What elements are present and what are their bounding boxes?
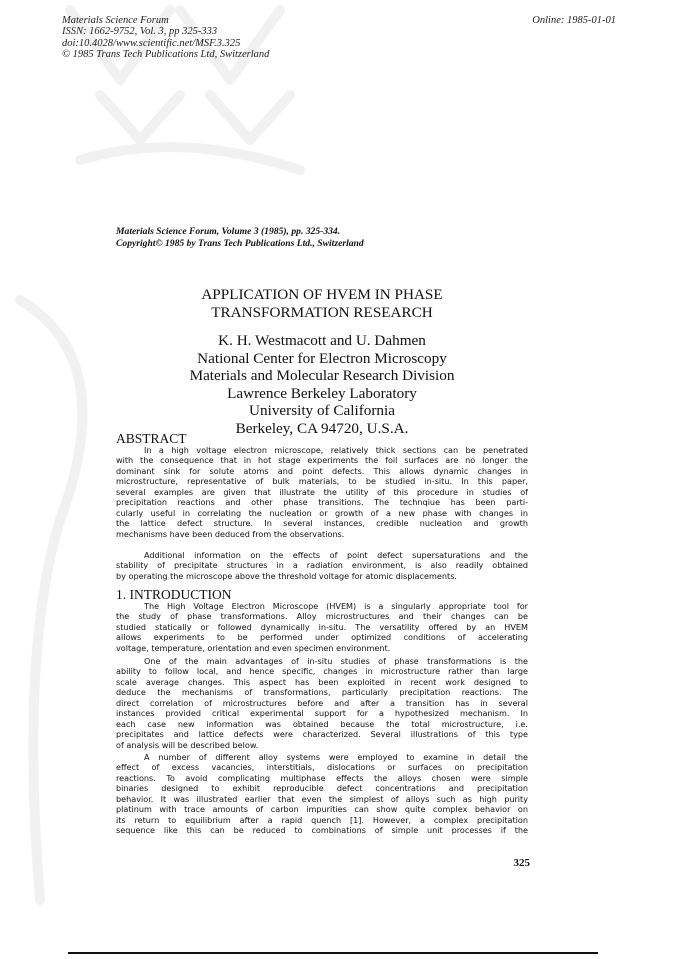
abstract-heading: ABSTRACT (116, 431, 187, 446)
text-line: each case new information was obtained because the total microstructure, i.e. (116, 718, 528, 729)
text-line: mechanisms have been deduced from the observations. (116, 528, 345, 539)
text-line: direct correlation of microstructures before and after a transition has in several (116, 697, 528, 708)
journal-name: Materials Science Forum (62, 15, 169, 26)
citation-block (116, 226, 528, 250)
text-line: precipitates and lattice defects were characterized. Several illustrations of this type (116, 729, 528, 740)
title-line: APPLICATION OF HVEM IN PHASE (201, 286, 443, 303)
text-line: stability of precipitate structures in a radiation environment, is also readily obtained (116, 560, 528, 571)
paper-title (116, 286, 528, 321)
abstract-paragraph (116, 445, 528, 539)
text-line: cularly useful in correlating the nucleation or growth of a new phase with changes in (116, 507, 528, 518)
text-line: deduce the mechanisms of transformations, particularly precipitation reactions. The (116, 687, 528, 698)
citation-line: Copyright© 1985 by Trans Tech Publications Ltd., Switzerland (116, 238, 364, 249)
text-line: studied statically or followed dynamically in-situ. The versatility offered by an HVEM (116, 621, 528, 632)
text-line: instances provided critical experimental support for a hypothesized mechanism. In (116, 708, 528, 719)
text-line: several examples are given that illustrate the utility of this procedure in studies of (116, 486, 528, 497)
author-names: K. H. Westmacott and U. Dahmen (218, 332, 426, 349)
body-paragraph (116, 752, 528, 836)
text-line: effect of excess vacancies, interstitials, dislocations or surfaces on precipitation (116, 762, 528, 773)
text-line: scale average changes. This aspect has been exploited in recent work designed to (116, 676, 528, 687)
abstract-paragraph (116, 550, 528, 581)
text-line: reactions. To avoid complicating multiphase effects the alloys chosen were simple (116, 772, 528, 783)
text-line: Additional information on the effects of point defect supersaturations and the (144, 550, 528, 560)
text-line: A number of different alloy systems were employed to examine in detail the (144, 752, 528, 762)
author-block (116, 332, 528, 437)
text-line: precipitation reactions and other phase transitions. The technqiue has been parti- (116, 497, 528, 508)
copyright-line: © 1985 Trans Tech Publications Ltd, Switzerland (62, 48, 270, 60)
text-line: One of the main advantages of in-situ studies of phase transformations is the (144, 656, 528, 666)
doi-link[interactable]: doi:10.4028/www.scientific.net/MSF.3.325 (62, 37, 241, 49)
text-line: ability to follow local, and hence specific, changes in microstructure rather than large (116, 666, 528, 677)
text-line: dominant sink for solute atoms and point defects. This allows dynamic changes in (116, 465, 528, 476)
title-line: TRANSFORMATION RESEARCH (211, 303, 433, 321)
text-line: platinum with trace amounts of carbon impurities can show quite complex behavior on (116, 804, 528, 815)
affiliation-line: Lawrence Berkeley Laboratory (227, 384, 417, 402)
text-line: its return to equilibrium after a rapid quench [1]. However, a complex precipitation (116, 814, 528, 825)
citation-line: Materials Science Forum, Volume 3 (1985), pp. 325-334. (116, 226, 341, 237)
affiliation-line: University of California (249, 402, 395, 419)
online-date: Online: 1985-01-01 (532, 15, 616, 26)
page-number: 325 (513, 857, 530, 869)
text-line: allows experiments to be performed under optimized conditions of accelerating (116, 632, 528, 643)
section-heading: 1. INTRODUCTION (116, 587, 232, 602)
text-line: of analysis will be described below. (116, 739, 259, 750)
body-paragraph (116, 656, 528, 750)
journal-header (62, 15, 269, 60)
affiliation-line: Materials and Molecular Research Division (189, 367, 455, 384)
text-line: behavior. It was illustrated earlier that even the simplest of alloys such as high purity (116, 793, 528, 804)
footer-rule (68, 952, 598, 954)
text-line: The High Voltage Electron Microscope (HVEM) is a singularly appropriate tool for (144, 601, 528, 611)
text-line: In a high voltage electron microscope, relatively thick sections can be penetrated (144, 445, 528, 455)
text-line: voltage, temperature, orientation and even specimen environment. (116, 642, 391, 653)
text-line: with the consequence that in hot stage experiments the foil surfaces are no longer the (116, 455, 528, 466)
text-line: the lattice defect structure. In several instances, credible nucleation and growth (116, 518, 528, 529)
text-line: the study of phase transformations. Alloy microstructures and their changes can be (116, 611, 528, 622)
body-paragraph (116, 601, 528, 653)
text-line: binaries designed to exhibit reproducible defect concentrations and precipitation (116, 783, 528, 794)
issn-line: ISSN: 1662-9752, Vol. 3, pp 325-333 (62, 26, 218, 38)
affiliation-line: Berkeley, CA 94720, U.S.A. (235, 419, 409, 437)
affiliation-line: National Center for Electron Microscopy (197, 349, 447, 367)
text-line: by operating the microscope above the threshold voltage for atomic displacements. (116, 570, 457, 581)
text-line: sequence like this can be reduced to combinations of simple unit processes if the (116, 825, 528, 836)
text-line: microstructure, representative of bulk materials, to be studied in-situ. In this paper, (116, 476, 528, 487)
